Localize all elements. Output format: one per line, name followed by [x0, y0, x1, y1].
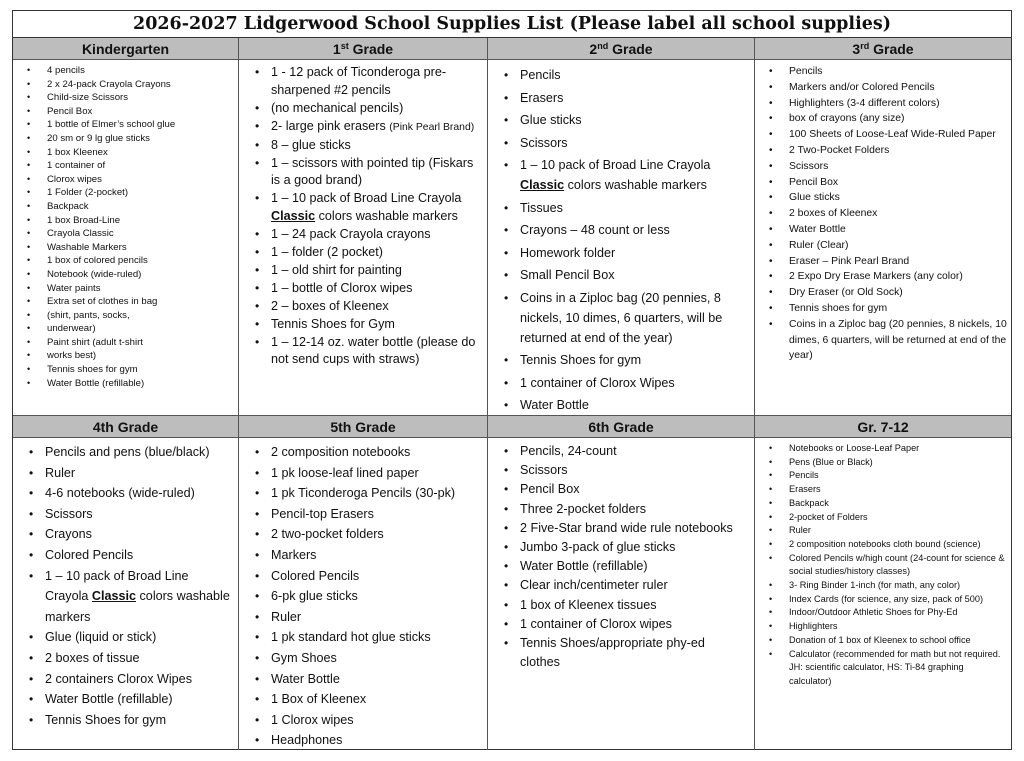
list-item: • 1 pk standard hot glue sticks	[255, 627, 481, 648]
header-grade-1	[239, 38, 488, 60]
list-item: • Tennis shoes for gym	[27, 363, 234, 377]
list-item: • Ruler (Clear)	[769, 238, 1007, 254]
list-item: • 6-pk glue sticks	[255, 586, 481, 607]
list-item: • Water Bottle (refillable)	[27, 377, 234, 391]
list-item: • (no mechanical pencils)	[255, 100, 481, 118]
list-item: • Three 2-pocket folders	[504, 500, 748, 519]
list-item: • 100 Sheets of Loose-Leaf Wide-Ruled Paper	[769, 127, 1007, 143]
list-item: • Water Bottle (refillable)	[29, 689, 232, 710]
list-item: • Gym Shoes	[255, 648, 481, 669]
list-item: • Homework folder	[504, 243, 748, 263]
list-item: • Water paints	[27, 282, 234, 296]
grade-5-list	[239, 438, 487, 750]
list-item: • Coins in a Ziploc bag (20 pennies, 8 nickels, 10 dimes, 6 quarters, will be returned at end of the year)	[504, 288, 748, 348]
item-note: (Pink Pearl Brand)	[389, 121, 475, 133]
list-item: • Tennis Shoes/appropriate phy-ed clothes	[504, 634, 748, 672]
list-item: • Indoor/Outdoor Athletic Shoes for Phy-Ed	[769, 606, 1007, 620]
list-item: • 1 – 12-14 oz. water bottle (please do not send cups with straws)	[255, 334, 481, 369]
list-item: • Ruler	[255, 607, 481, 628]
list-item: • Clear inch/centimeter ruler	[504, 576, 748, 595]
list-item: • Scissors	[769, 159, 1007, 175]
supplies-sheet	[12, 10, 1012, 750]
list-item: • Small Pencil Box	[504, 265, 748, 285]
list-item: • 4 pencils	[27, 64, 234, 78]
item-text: 1 – 10 pack of Broad Line Crayola	[45, 568, 189, 604]
list-item: • Tennis shoes for gym	[769, 301, 1007, 317]
list-item: • Markers	[255, 545, 481, 566]
header-kindergarten: Kindergarten	[13, 38, 239, 60]
list-item: • 1 box Broad-Line	[27, 214, 234, 228]
list-item: • Colored Pencils	[255, 566, 481, 587]
list-item: • Backpack	[769, 497, 1007, 511]
list-item: • Backpack	[27, 200, 234, 214]
list-item: • Ruler	[769, 524, 1007, 538]
grade-2-list	[488, 60, 754, 415]
header-grade-3-num: 3	[852, 41, 861, 57]
list-item: • Tissues	[504, 198, 748, 218]
list-item: • Extra set of clothes in bag	[27, 295, 234, 309]
list-item: • Notebooks or Loose-Leaf Paper	[769, 442, 1007, 456]
list-item: • 1 Box of Kleenex	[255, 689, 481, 710]
list-item: • Pens (Blue or Black)	[769, 456, 1007, 470]
list-item: • Dry Eraser (or Old Sock)	[769, 285, 1007, 301]
grade-7-12-cell	[755, 438, 1011, 750]
list-item: • Water Bottle (refillable)	[504, 557, 748, 576]
kindergarten-list	[13, 60, 238, 390]
list-item: • 20 sm or 9 lg glue sticks	[27, 132, 234, 146]
list-item: • 1 Clorox wipes	[255, 710, 481, 731]
list-item: • 3- Ring Binder 1-inch (for math, any color)	[769, 579, 1007, 593]
list-item: • Water Bottle	[504, 395, 748, 415]
list-item: • Markers and/or Colored Pencils	[769, 80, 1007, 96]
grade-5-cell	[239, 438, 488, 750]
item-text: colors washable markers	[45, 589, 230, 624]
list-item: • Pencils and pens (blue/black)	[29, 442, 232, 463]
list-item: • 4-6 notebooks (wide-ruled)	[29, 483, 232, 504]
list-item	[255, 190, 481, 225]
list-item: • Highlighters (3-4 different colors)	[769, 96, 1007, 112]
list-item: • 1 – 24 pack Crayola crayons	[255, 226, 481, 244]
list-item: • 2 composition notebooks	[255, 442, 481, 463]
list-item: • Pencil Box	[769, 175, 1007, 191]
list-item: • 1 box Kleenex	[27, 146, 234, 160]
list-item: • (shirt, pants, socks,	[27, 309, 234, 323]
list-item: • Colored Pencils w/high count (24-count for science & social studies/history classes)	[769, 552, 1007, 579]
list-item: • 2 containers Clorox Wipes	[29, 669, 232, 690]
list-item: • Scissors	[504, 133, 748, 153]
list-item: • Crayola Classic	[27, 227, 234, 241]
list-item: • Pencil Box	[504, 480, 748, 499]
grade-3-list	[755, 60, 1011, 364]
grade-6-list	[488, 438, 754, 672]
list-item: • Tennis Shoes for gym	[29, 710, 232, 731]
list-item: • 1 – old shirt for painting	[255, 262, 481, 280]
list-item: • 1 Folder (2-pocket)	[27, 186, 234, 200]
list-item: • Glue sticks	[504, 110, 748, 130]
list-item: • Highlighters	[769, 620, 1007, 634]
list-item: • 2 – boxes of Kleenex	[255, 298, 481, 316]
list-item: • Notebook (wide-ruled)	[27, 268, 234, 282]
list-item: • Crayons – 48 count or less	[504, 220, 748, 240]
header-grade-6: 6th Grade	[488, 416, 755, 438]
list-item: • Crayons	[29, 524, 232, 545]
list-item: • 1 container of	[27, 159, 234, 173]
item-emphasis: Classic	[271, 208, 316, 223]
header-grade-1-num: 1	[332, 41, 341, 57]
list-item	[29, 566, 232, 628]
list-item: • Scissors	[29, 504, 232, 525]
item-text: 2- large pink erasers	[271, 118, 390, 133]
list-item: • 8 – glue sticks	[255, 137, 481, 155]
list-item: • 1 – bottle of Clorox wipes	[255, 280, 481, 298]
header-grade-7-12: Gr. 7-12	[755, 416, 1011, 438]
grade-1-cell	[239, 60, 488, 416]
list-item: • 2 Two-Pocket Folders	[769, 143, 1007, 159]
list-item: • Pencils	[769, 469, 1007, 483]
supplies-table	[13, 38, 1011, 750]
list-item: • 1 box of Kleenex tissues	[504, 596, 748, 615]
list-item: • underwear)	[27, 322, 234, 336]
header-grade-2-rest: Grade	[608, 41, 653, 57]
list-item: • 2 Five-Star brand wide rule notebooks	[504, 519, 748, 538]
list-item: • Water Bottle	[769, 222, 1007, 238]
list-item: • 2 two-pocket folders	[255, 524, 481, 545]
list-item: • Clorox wipes	[27, 173, 234, 187]
item-text: 1 – 10 pack of Broad Line Crayola	[520, 158, 711, 172]
grade-4-list	[13, 438, 238, 730]
list-item: • Pencil Box	[27, 105, 234, 119]
list-item: • works best)	[27, 349, 234, 363]
header-grade-5: 5th Grade	[239, 416, 488, 438]
page-title: 2026-2027 Lidgerwood School Supplies List (Please label all school supplies)	[13, 11, 1011, 38]
list-item: • Pencils	[769, 64, 1007, 80]
list-item	[504, 155, 748, 195]
item-emphasis: Classic	[520, 178, 565, 192]
list-item: • 1 container of Clorox Wipes	[504, 373, 748, 393]
list-item: • Pencils, 24-count	[504, 442, 748, 461]
list-item: • 1 - 12 pack of Ticonderoga pre-sharpened #2 pencils	[255, 64, 481, 99]
list-item: • Coins in a Ziploc bag (20 pennies, 8 nickels, 10 dimes, 6 quarters, will be returned at end of the year)	[769, 317, 1007, 364]
list-item: • Headphones	[255, 730, 481, 750]
header-grade-4: 4th Grade	[13, 416, 239, 438]
header-grade-1-rest: Grade	[348, 41, 394, 57]
item-text: colors washable markers	[315, 208, 458, 223]
list-item: • Child-size Scissors	[27, 91, 234, 105]
list-item: • Erasers	[504, 88, 748, 108]
list-item: • Pencils	[504, 65, 748, 85]
list-item: • 2 Expo Dry Erase Markers (any color)	[769, 269, 1007, 285]
list-item: • Glue sticks	[769, 190, 1007, 206]
item-text: colors washable markers	[564, 178, 707, 192]
header-grade-2-num: 2	[589, 41, 598, 57]
list-item: • Jumbo 3-pack of glue sticks	[504, 538, 748, 557]
list-item: • Eraser – Pink Pearl Brand	[769, 254, 1007, 270]
header-grade-3-rest: Grade	[869, 41, 914, 57]
header-grade-2	[488, 38, 755, 60]
grade-7-12-list	[755, 438, 1011, 689]
list-item: • 2 x 24-pack Crayola Crayons	[27, 78, 234, 92]
header-grade-3	[755, 38, 1011, 60]
header-grade-2-sup: nd	[597, 41, 609, 51]
list-item: • 1 – scissors with pointed tip (Fiskars is a good brand)	[255, 155, 481, 190]
grade-2-cell	[488, 60, 755, 416]
list-item: • 2 composition notebooks cloth bound (science)	[769, 538, 1007, 552]
list-item: • Glue (liquid or stick)	[29, 627, 232, 648]
list-item: • 2 boxes of Kleenex	[769, 206, 1007, 222]
kindergarten-cell	[13, 60, 239, 416]
list-item: • Tennis Shoes for gym	[504, 350, 748, 370]
list-item: • Donation of 1 box of Kleenex to school office	[769, 634, 1007, 648]
item-emphasis: Classic	[91, 589, 137, 604]
list-item: • Ruler	[29, 463, 232, 484]
list-item: • 2 boxes of tissue	[29, 648, 232, 669]
list-item: • Tennis Shoes for Gym	[255, 316, 481, 334]
list-item: • Calculator (recommended for math but not required. JH: scientific calculator, HS: Ti-84 graphing calculator)	[769, 648, 1007, 689]
list-item	[255, 118, 481, 137]
list-item: • box of crayons (any size)	[769, 111, 1007, 127]
list-item: • Erasers	[769, 483, 1007, 497]
list-item: • 1 – folder (2 pocket)	[255, 244, 481, 262]
list-item: • Washable Markers	[27, 241, 234, 255]
list-item: • Scissors	[504, 461, 748, 480]
grade-4-cell	[13, 438, 239, 750]
list-item: • 1 box of colored pencils	[27, 254, 234, 268]
grade-1-list	[239, 60, 487, 369]
header-grade-1-sup: st	[340, 41, 349, 51]
list-item: • Pencil-top Erasers	[255, 504, 481, 525]
list-item: • 1 bottle of Elmer’s school glue	[27, 118, 234, 132]
header-grade-3-sup: rd	[860, 41, 870, 51]
item-text: 1 – 10 pack of Broad Line Crayola	[271, 191, 462, 205]
list-item: • 1 pk loose-leaf lined paper	[255, 463, 481, 484]
list-item: • 2-pocket of Folders	[769, 511, 1007, 525]
list-item: • Colored Pencils	[29, 545, 232, 566]
list-item: • Index Cards (for science, any size, pack of 500)	[769, 593, 1007, 607]
list-item: • 1 pk Ticonderoga Pencils (30-pk)	[255, 483, 481, 504]
list-item: • 1 container of Clorox wipes	[504, 615, 748, 634]
grade-6-cell	[488, 438, 755, 750]
list-item: • Water Bottle	[255, 669, 481, 690]
grade-3-cell	[755, 60, 1011, 416]
list-item: • Paint shirt (adult t-shirt	[27, 336, 234, 350]
